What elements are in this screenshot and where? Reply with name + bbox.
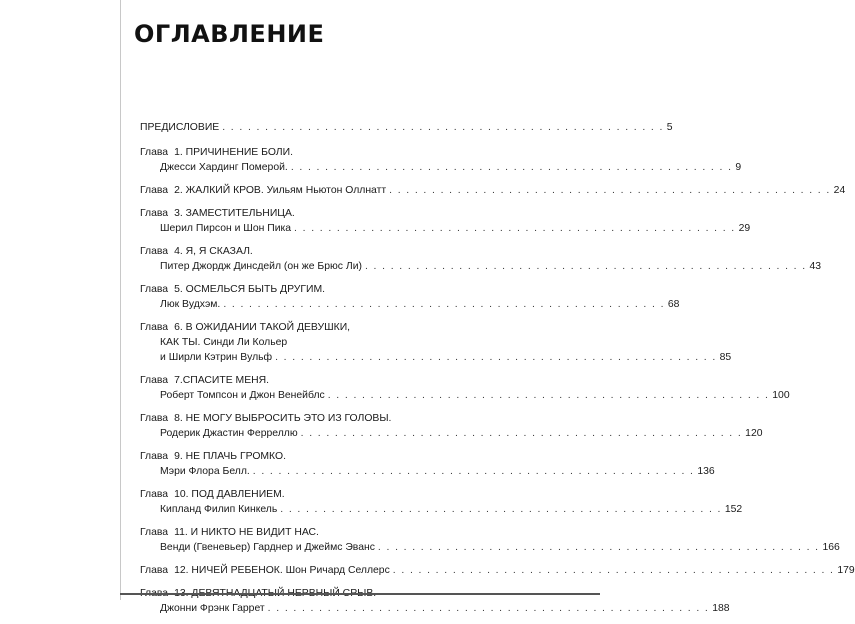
chapter-title-line xyxy=(140,487,430,502)
chapter-title: 5. ОСМЕЛЬСЯ БЫТЬ ДРУГИМ. xyxy=(174,284,326,295)
toc-preface xyxy=(140,120,673,135)
page-number: 85 xyxy=(719,352,732,363)
toc-entry xyxy=(140,206,751,236)
table-of-contents xyxy=(140,120,855,624)
toc-entry xyxy=(140,586,730,616)
page-edge xyxy=(120,0,121,600)
chapter-title-line xyxy=(140,525,430,540)
toc-entry xyxy=(140,449,715,479)
leader-dots xyxy=(328,388,770,403)
chapter-author: Люк Вудхэм. xyxy=(160,299,221,310)
leader-dots xyxy=(280,502,722,517)
page-number: 29 xyxy=(738,223,751,234)
page-bottom-edge xyxy=(120,593,600,595)
chapter-title: 8. НЕ МОГУ ВЫБРОСИТЬ ЭТО ИЗ ГОЛОВЫ. xyxy=(174,413,392,424)
page-number: 152 xyxy=(724,504,743,515)
chapter-author-line xyxy=(140,388,790,403)
toc-entry xyxy=(140,487,743,517)
toc-entry xyxy=(140,411,763,441)
leader-dots xyxy=(223,297,665,312)
chapter-title: 12. НИЧЕЙ РЕБЕНОК. xyxy=(174,565,283,576)
chapter-author: Джесси Хардинг Померой. xyxy=(160,162,288,173)
chapter-author: Венди (Гвеневьер) Гарднер и Джеймс Эванс xyxy=(160,542,375,553)
chapter-word: Глава xyxy=(140,284,169,295)
leader-dots xyxy=(301,426,743,441)
chapter-title-line xyxy=(140,449,430,464)
chapter-title: 7.СПАСИТЕ МЕНЯ. xyxy=(174,375,270,386)
chapter-title-line-2 xyxy=(140,335,430,350)
leader-dots xyxy=(291,160,733,175)
leader-dots xyxy=(294,221,736,236)
chapter-author: Мэри Флора Белл. xyxy=(160,466,250,477)
page-number: 68 xyxy=(667,299,680,310)
chapter-title: 1. ПРИЧИНЕНИЕ БОЛИ. xyxy=(174,147,293,158)
leader-dots xyxy=(222,120,664,135)
chapter-title: 9. НЕ ПЛАЧЬ ГРОМКО. xyxy=(174,451,286,462)
chapter-title: 10. ПОД ДАВЛЕНИЕМ. xyxy=(174,489,285,500)
page-number: 188 xyxy=(712,603,730,614)
chapter-title-line xyxy=(140,244,430,259)
chapter-word: Глава xyxy=(140,489,169,500)
page-number: 136 xyxy=(697,466,715,477)
chapter-word: Глава xyxy=(140,565,169,576)
leader-dots xyxy=(275,350,717,365)
chapter-word: Глава xyxy=(140,527,169,538)
toc-entry xyxy=(140,183,846,198)
chapter-word: Глава xyxy=(140,147,169,158)
chapter-author-line xyxy=(140,464,715,479)
page-number: 5 xyxy=(666,122,673,133)
toc-entry xyxy=(140,563,855,578)
chapter-title: 11. И НИКТО НЕ ВИДИТ НАС. xyxy=(174,527,319,538)
chapter-title: 4. Я, Я СКАЗАЛ. xyxy=(174,246,253,257)
chapter-author: Шерил Пирсон и Шон Пика xyxy=(160,223,292,234)
chapter-title-line xyxy=(140,411,430,426)
chapter-title-line xyxy=(140,145,430,160)
toc-entry xyxy=(140,525,840,555)
chapter-title-continued: КАК ТЫ. xyxy=(160,337,201,348)
chapter-title: 2. ЖАЛКИЙ КРОВ. xyxy=(174,185,264,196)
chapter-author-line xyxy=(140,350,732,365)
chapter-author: Уильям Ньютон Оллнатт xyxy=(266,185,387,196)
page-number: 120 xyxy=(745,428,763,439)
chapter-title: 6. В ОЖИДАНИИ ТАКОЙ ДЕВУШКИ, xyxy=(174,322,351,333)
chapter-author-line xyxy=(140,601,730,616)
page-number: 43 xyxy=(809,261,822,272)
chapter-title-line xyxy=(140,183,846,198)
leader-dots xyxy=(253,464,695,479)
chapter-title-line xyxy=(140,282,430,297)
leader-dots xyxy=(365,259,807,274)
chapter-word: Глава xyxy=(140,413,169,424)
chapter-word: Глава xyxy=(140,208,169,219)
toc-entry xyxy=(140,320,732,365)
chapter-author: Джонни Фрэнк Гаррет xyxy=(160,603,265,614)
chapter-title-line xyxy=(140,320,430,335)
chapter-word: Глава xyxy=(140,375,169,386)
chapter-title-line xyxy=(140,373,430,388)
chapter-author: Питер Джордж Динсдейл (он же Брюс Ли) xyxy=(160,261,362,272)
toc-entry xyxy=(140,282,680,312)
chapter-author-line xyxy=(140,502,743,517)
page-number: 9 xyxy=(735,162,742,173)
chapter-author-line xyxy=(140,221,751,236)
page-number: 179 xyxy=(837,565,855,576)
leader-dots xyxy=(393,563,835,578)
page-number: 100 xyxy=(772,390,790,401)
leader-dots xyxy=(268,601,710,616)
chapter-author: Синди Ли Кольер xyxy=(203,337,288,348)
page-title: ОГЛАВЛЕНИЕ xyxy=(134,20,325,48)
chapter-author: Роберт Томпсон и Джон Венейблс xyxy=(160,390,325,401)
chapter-word: Глава xyxy=(140,451,169,462)
toc-entry xyxy=(140,373,790,403)
page-number: 24 xyxy=(833,185,846,196)
chapter-author: Родерик Джастин Ферреллю xyxy=(160,428,298,439)
chapter-title: 3. ЗАМЕСТИТЕЛЬНИЦА. xyxy=(174,208,295,219)
leader-dots xyxy=(389,183,831,198)
chapter-title-line xyxy=(140,206,430,221)
chapter-title-line xyxy=(140,563,855,578)
chapter-author-line xyxy=(140,259,822,274)
chapter-author: Кипланд Филип Кинкель xyxy=(160,504,278,515)
chapter-author-line xyxy=(140,540,840,555)
chapter-author-line xyxy=(140,160,742,175)
toc-entry xyxy=(140,244,822,274)
toc-entry xyxy=(140,145,742,175)
chapter-author: Шон Ричард Селлерс xyxy=(285,565,390,576)
page-number: 166 xyxy=(822,542,840,553)
chapter-word: Глава xyxy=(140,322,169,333)
leader-dots xyxy=(378,540,820,555)
chapter-word: Глава xyxy=(140,246,169,257)
chapter-word: Глава xyxy=(140,185,169,196)
chapter-author-line xyxy=(140,297,680,312)
preface-label: ПРЕДИСЛОВИЕ xyxy=(140,122,220,133)
chapter-author-line xyxy=(140,426,763,441)
chapter-author: и Ширли Кэтрин Вульф xyxy=(160,352,273,363)
